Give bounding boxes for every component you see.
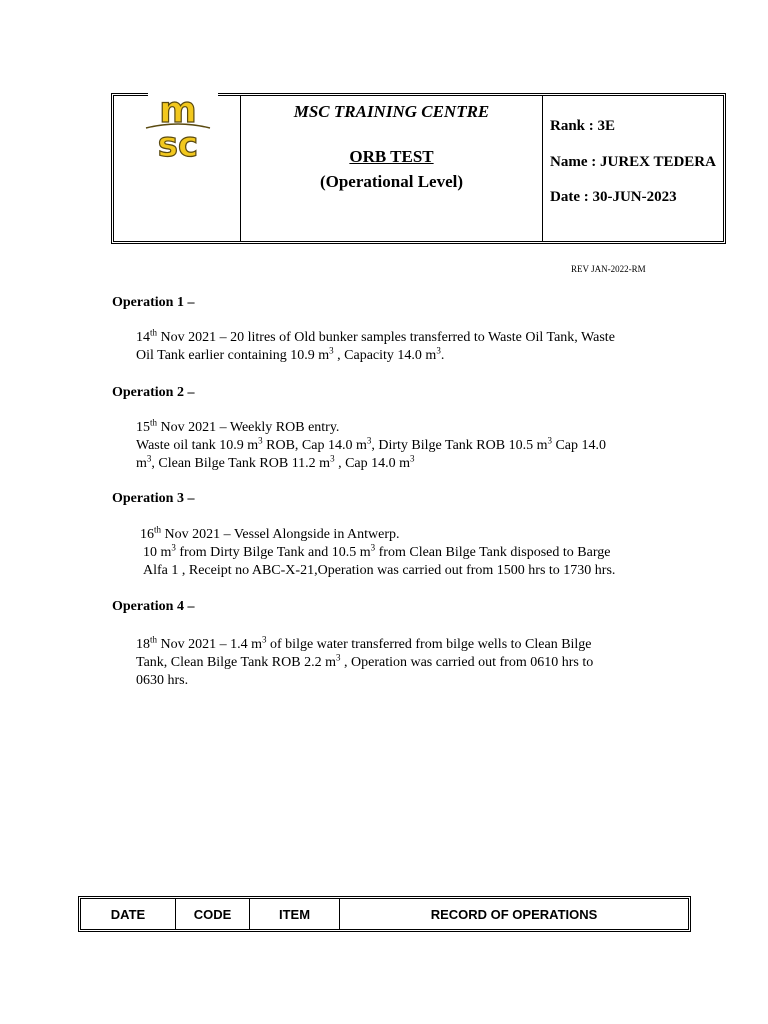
test-title: ORB TEST <box>349 147 434 166</box>
logo-text-bottom: sc <box>157 125 199 164</box>
logo-text-top: m <box>159 94 197 131</box>
col-date: DATE <box>110 906 146 922</box>
msc-logo <box>138 94 218 164</box>
operation-2-line-1: 15th Nov 2021 – Weekly ROB entry. <box>136 417 340 435</box>
operation-2-line-3: $m^3$, Clean Bilge Tank ROB 11.2 $m^3$ , Cap 14.0 $m^3$ <box>136 453 415 471</box>
operation-4-line-2: Tank, Clean Bilge Tank ROB 2.2 $m^3$ , Operation was carried out from 0610 hrs to <box>136 652 594 670</box>
logo-cell <box>114 96 240 241</box>
test-level: (Operational Level) <box>319 172 464 191</box>
date-label: Date : 30-JUN-2023 <box>550 189 677 205</box>
name-label: Name : JUREX TEDERA <box>550 154 716 170</box>
operation-4-line-3: 0630 hrs. <box>136 673 189 688</box>
operation-3-heading: Operation 3 – <box>112 491 195 506</box>
org-name: MSC TRAINING CENTRE <box>293 102 490 121</box>
col-record-of-operations: RECORD OF OPERATIONS <box>430 906 598 922</box>
operation-4-heading: Operation 4 – <box>112 599 195 614</box>
operation-1-line-2: Oil Tank earlier containing 10.9 $m^3$ , Capacity 14.0 $m^3$. <box>136 345 445 363</box>
operation-3-line-1: 16th Nov 2021 – Vessel Alongside in Antwerp. <box>140 524 400 542</box>
rank-label: Rank : 3E <box>550 118 616 134</box>
operation-1-heading: Operation 1 – <box>112 295 195 310</box>
col-code: CODE <box>193 906 232 922</box>
operation-3-line-3: Alfa 1 , Receipt no ABC-X-21,Operation was carried out from 1500 hrs to 1730 hrs. <box>143 563 616 578</box>
header-info <box>546 96 723 241</box>
operation-2-heading: Operation 2 – <box>112 385 195 400</box>
record-table-header <box>78 896 691 932</box>
header-center <box>241 96 542 241</box>
operation-2-line-2: Waste oil tank 10.9 $m^3$ ROB, Cap 14.0 $m^3$, Dirty Bilge Tank ROB 10.5 $m^3$ Cap 14.0 <box>136 435 607 453</box>
header-box <box>111 93 726 244</box>
col-item: ITEM <box>278 906 311 922</box>
revision-code: REV JAN-2022-RM <box>571 264 646 274</box>
operation-4-line-1: 18th Nov 2021 – 1.4 $m^3$ of bilge water transferred from bilge wells to Clean Bilge <box>136 634 592 652</box>
operation-3-line-2: 10 $m^3$ from Dirty Bilge Tank and 10.5 $m^3$ from Clean Bilge Tank disposed to Barge <box>143 542 611 560</box>
operation-1-line-1: 14th Nov 2021 – 20 litres of Old bunker samples transferred to Waste Oil Tank, Waste <box>136 327 615 345</box>
